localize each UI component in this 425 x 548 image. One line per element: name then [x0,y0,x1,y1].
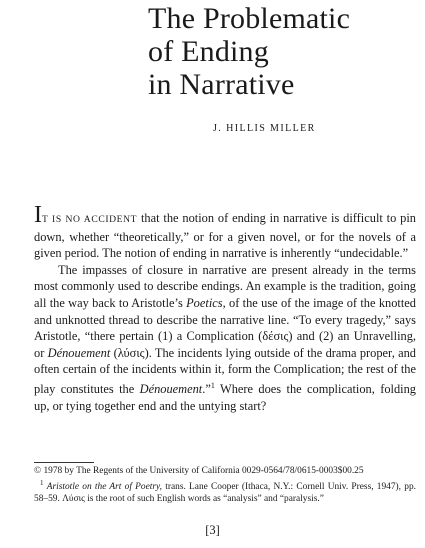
title-line-2: of Ending [148,35,269,68]
title-line-1: The Problematic [148,2,351,35]
page-number: [3] [205,523,220,537]
footnote-1-title: Aristotle on the Art of Poetry, [46,481,162,492]
author-name: J. HILLIS MILLER [213,123,316,134]
body-text [34,202,417,414]
footnote-1-text: trans. Lane Cooper (Ithaca, N.Y.: Cornell Univ. Press, 1947), pp. 58–59. Λύσις is the root of such English words as “analysis” and “paralysis.” [34,481,416,504]
paragraph-2-text-d: .” [202,382,211,397]
drop-cap: I [34,202,42,228]
denouement-term-1: Dénouement [47,345,111,360]
footnote-reference-1[interactable]: 1 [210,380,215,390]
paragraph-2-text-a: The impasses of closure in narrative are present already in the terms most commonly used to describe endings. An example is the tradition, going all the way back to Aristotle’s [34,262,416,310]
footnote-divider [34,462,94,463]
denouement-term-2: Dénouement [139,382,203,397]
paragraph-2-text-b: of the use of the image of the knotted and unknotted thread to describe the narrative line. “To every tragedy,” says Aristotle, “there pertain (1) a Complication (δέσις) and (2) an Unravelling, or [34,295,416,360]
paragraph-2 [34,262,416,414]
title-line-3: in Narrative [148,68,295,101]
footnote-1 [34,478,416,506]
small-caps-opening: T IS NO ACCIDENT [42,214,138,225]
article-title [148,2,418,101]
paragraph-2-text-c: (λύσις). The incidents lying outside of the drama proper, and often certain of the incidents within it, form the Complication; the rest of the play constitutes the [34,345,417,397]
footnote-1-number: 1 [40,478,44,487]
footnotes [34,466,416,506]
paragraph-2-text-e: Where does the complication, folding up, or tying together end and the untying start? [34,382,416,413]
paragraph-1-text: that the notion of ending in narrative is difficult to pin down, whether “theoretically,” or for a given novel, or for the novels of a given period. The notion of ending in narrative is inherently “undecidable.” [34,211,416,261]
copyright-notice: © 1978 by The Regents of the University of California 0029-0564/78/0615-0003$00.25 [34,466,364,476]
poetics-title: Poetics, [186,295,226,310]
paragraph-1 [34,202,416,262]
